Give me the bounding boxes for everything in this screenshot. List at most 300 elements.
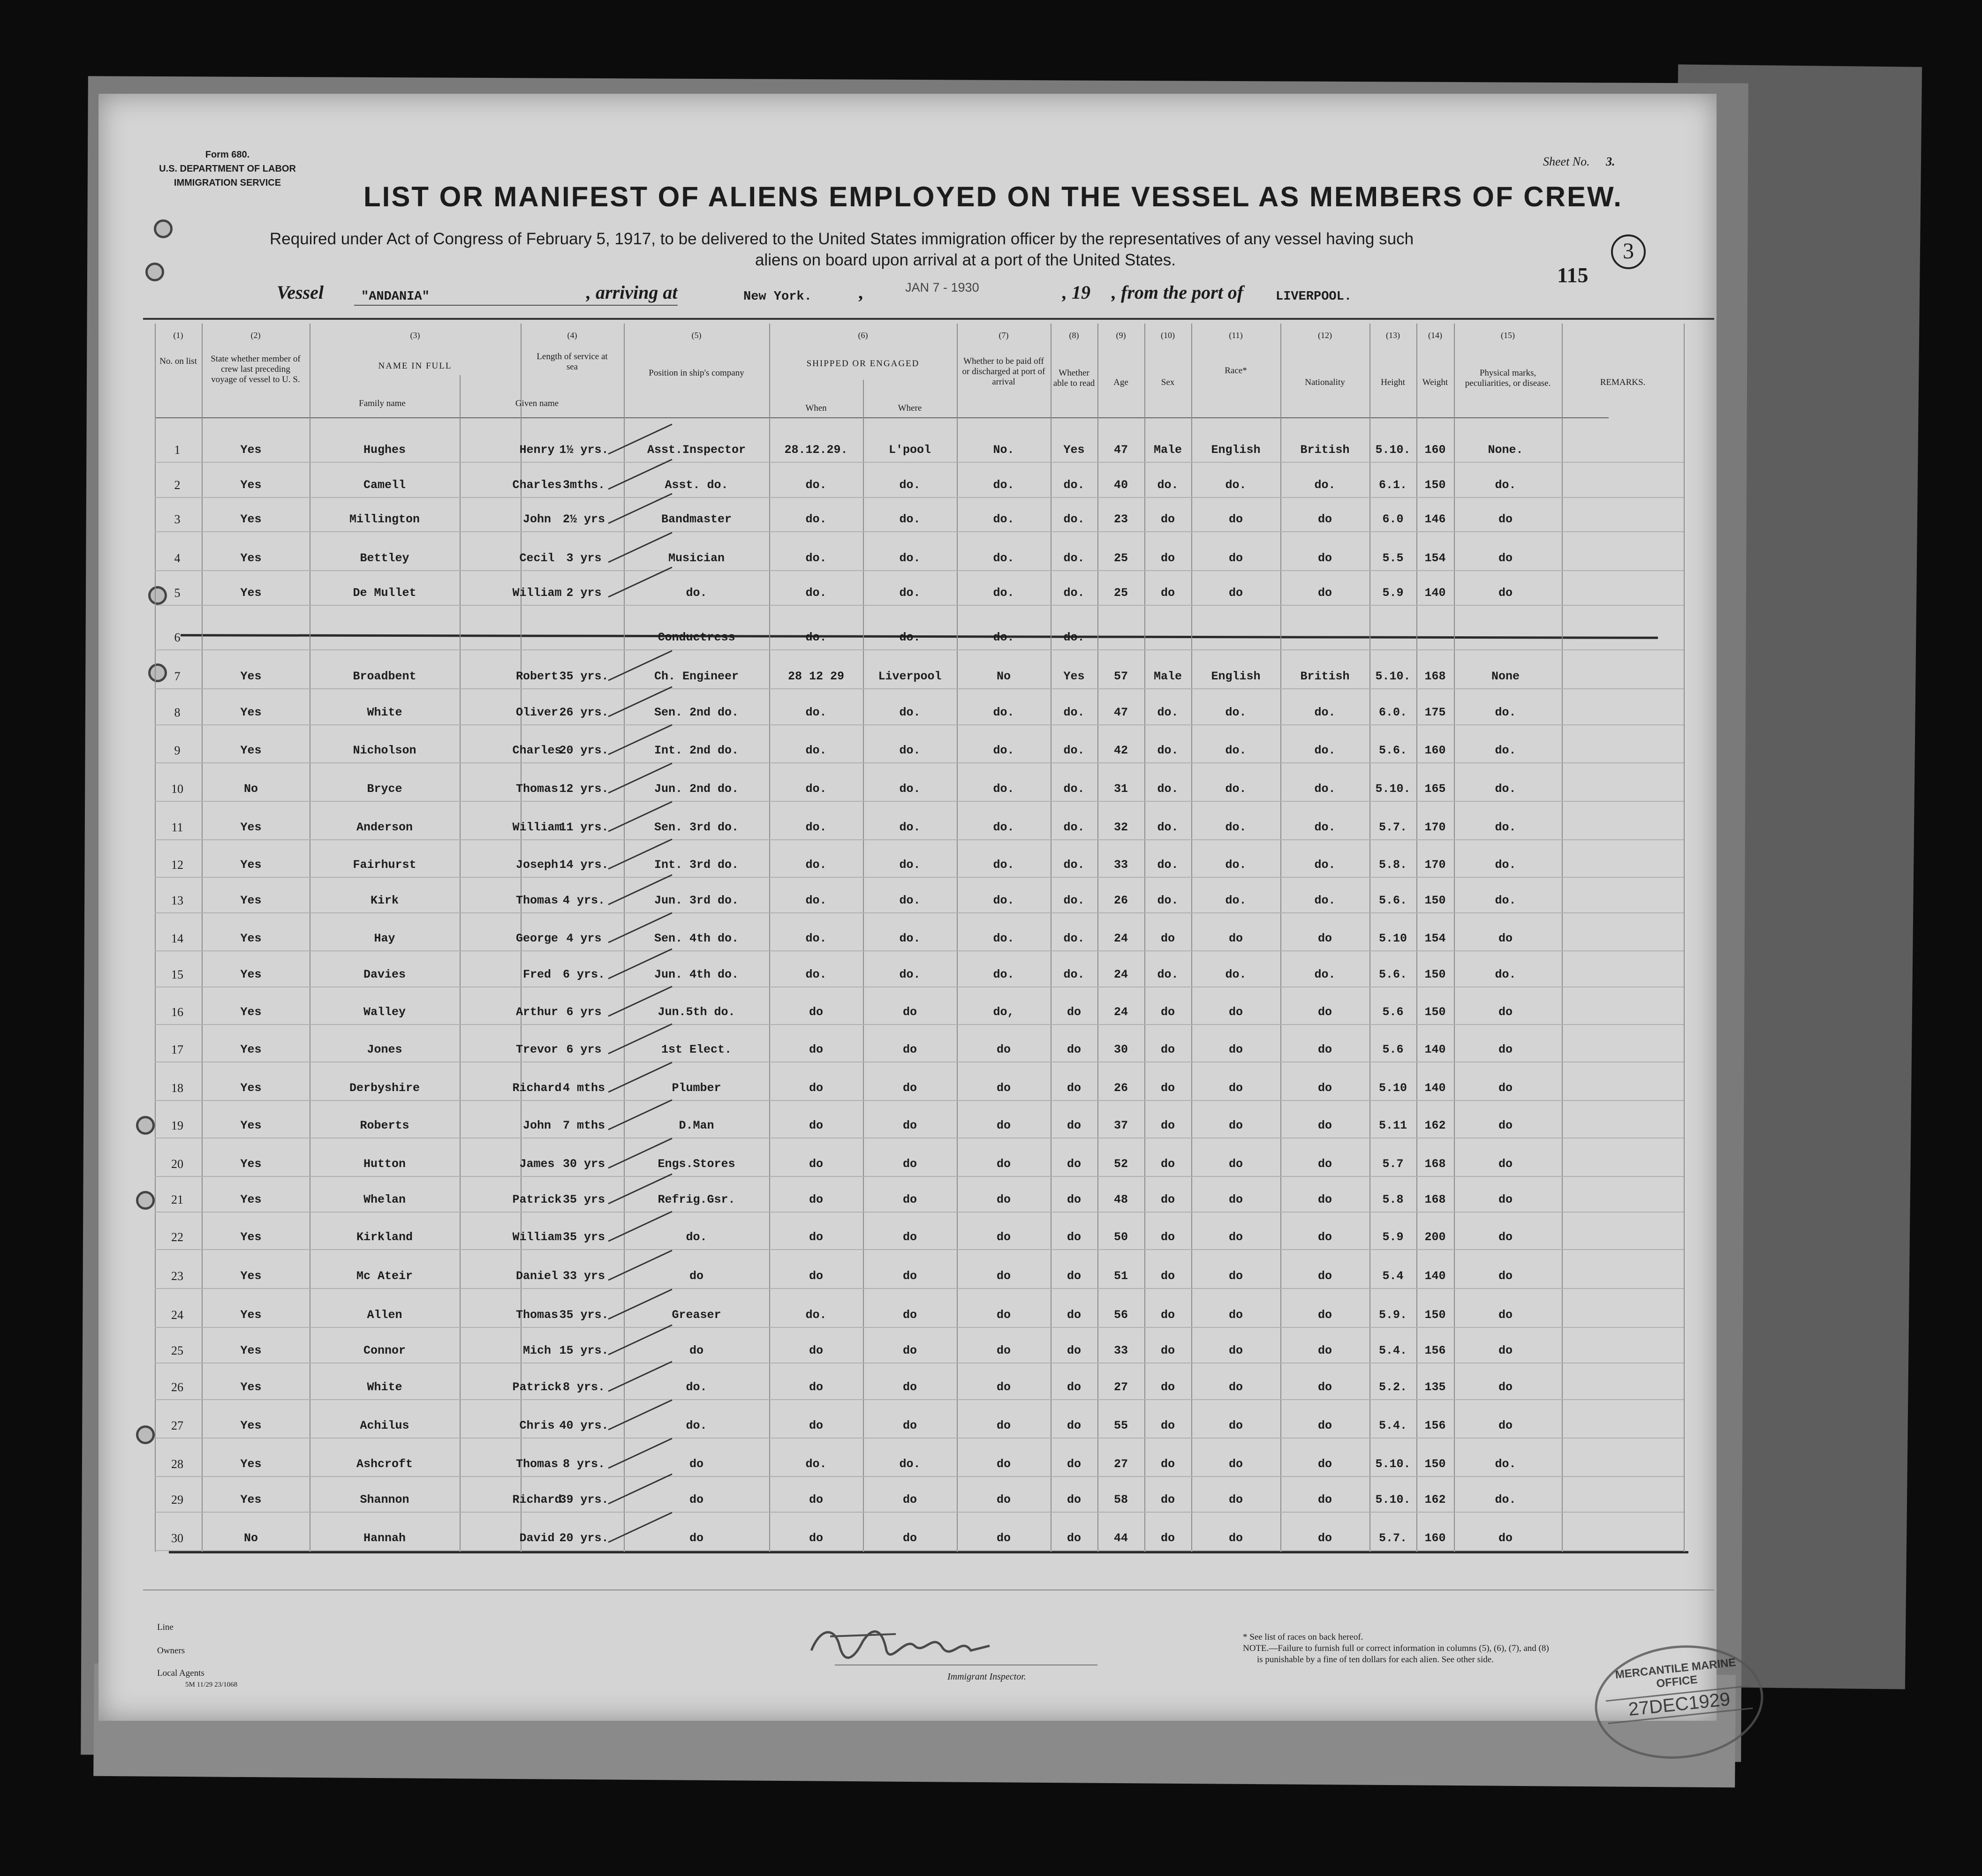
cell-prev: Yes [240, 1005, 262, 1019]
row-number: 22 [171, 1230, 183, 1244]
cell-race: do. [1225, 782, 1247, 796]
cell-when: do. [805, 478, 827, 492]
cell-race: do [1228, 932, 1243, 945]
cell-where: do [902, 1531, 917, 1545]
cell-nat: do [1317, 1344, 1332, 1357]
row-number: 11 [171, 821, 183, 834]
cell-when: do. [805, 894, 827, 907]
cell-nat: do [1317, 1043, 1332, 1056]
cell-when: do [809, 1230, 824, 1244]
cell-when: do. [805, 858, 827, 872]
cell-age: 32 [1113, 821, 1128, 834]
subcolumn-header-family: Family name [359, 399, 406, 408]
cell-prev: No [243, 1531, 258, 1545]
sheet-value: 3. [1606, 155, 1615, 168]
cell-family: Davies [363, 968, 406, 981]
cell-where: do. [899, 858, 921, 872]
sheet-number [1543, 155, 1615, 169]
cell-where: do. [899, 706, 921, 719]
cell-sex: do. [1157, 744, 1179, 757]
cell-sex: do. [1157, 858, 1179, 872]
cell-service: 20 yrs. [559, 1531, 609, 1545]
cell-given: Thomas [515, 1308, 559, 1322]
cell-marks: do [1498, 1193, 1513, 1206]
row-number: 9 [174, 744, 181, 757]
cell-family: De Mullet [353, 586, 416, 600]
cell-where: do [902, 1230, 917, 1244]
cell-service: 8 yrs. [562, 1380, 605, 1394]
cell-position: Plumber [672, 1081, 721, 1095]
cell-age: 44 [1113, 1531, 1128, 1545]
cell-position: Asst. do. [665, 478, 728, 492]
column-header: State whether member of crew last preceding voyage of vessel to U. S. [211, 354, 301, 384]
table-top-rule [143, 318, 1714, 320]
row-number: 10 [171, 782, 183, 796]
line-label: Line [157, 1622, 174, 1632]
column-header: Nationality [1305, 377, 1345, 387]
row-number: 21 [171, 1193, 183, 1206]
cell-position: Jun. 2nd do. [654, 782, 739, 796]
cell-where: do. [899, 551, 921, 565]
cell-service: 6 yrs [566, 1043, 602, 1056]
cell-sex: do. [1157, 968, 1179, 981]
column-number: (11) [1229, 331, 1243, 340]
cell-given: Thomas [515, 1457, 559, 1471]
cell-race: do [1228, 586, 1243, 600]
cell-paid: No. [993, 443, 1014, 457]
cell-age: 24 [1113, 968, 1128, 981]
cell-marks: do [1498, 1344, 1513, 1357]
row-number: 7 [174, 670, 181, 683]
cell-when: do. [805, 968, 827, 981]
cell-height: 5.4. [1378, 1344, 1407, 1357]
row-rule [155, 649, 1684, 650]
cell-weight: 162 [1424, 1493, 1446, 1507]
cell-race: do [1228, 1005, 1243, 1019]
cell-family: Bettley [360, 551, 409, 565]
cell-marks: do [1498, 1081, 1513, 1095]
cell-race: do [1228, 1531, 1243, 1545]
cell-where: do. [899, 512, 921, 526]
note-penalty: NOTE.—Failure to furnish full or correct information in columns (5), (6), (7), and (8) [1243, 1643, 1549, 1653]
field-rule [354, 305, 678, 306]
cell-sex: do. [1157, 821, 1179, 834]
cell-height: 5.6 [1382, 1005, 1404, 1019]
cell-given: William [512, 821, 562, 834]
cell-family: Jones [367, 1043, 402, 1056]
cell-weight: 160 [1424, 744, 1446, 757]
cell-where: do [902, 1193, 917, 1206]
row-number: 6 [174, 631, 181, 644]
cell-prev: Yes [240, 894, 262, 907]
cell-race: do [1228, 1457, 1243, 1471]
cell-weight: 140 [1424, 1043, 1446, 1056]
row-rule [155, 724, 1684, 725]
row-rule [155, 1024, 1684, 1025]
cell-nat: do [1317, 1269, 1332, 1283]
cell-height: 5.7. [1378, 821, 1407, 834]
cell-given: Daniel [515, 1269, 559, 1283]
cell-height: 5.4. [1378, 1419, 1407, 1432]
cell-prev: Yes [240, 1119, 262, 1132]
cell-nat: do [1317, 551, 1332, 565]
row-number: 24 [171, 1308, 183, 1322]
subtitle-line-1: Required under Act of Congress of February 5, 1917, to be delivered to the United States immigration officer by the representatives of any vessel having such [270, 230, 1414, 248]
cell-when: do [809, 1081, 824, 1095]
column-header: No. on list [159, 356, 197, 366]
cell-sex: Male [1153, 670, 1182, 683]
cell-nat: do [1317, 932, 1332, 945]
cell-prev: Yes [240, 1493, 262, 1507]
row-rule [155, 1249, 1684, 1250]
cell-sex: do [1160, 512, 1175, 526]
cell-paid: do [996, 1308, 1011, 1322]
column-header: SHIPPED OR ENGAGED [806, 359, 920, 369]
cell-nat: do [1317, 1380, 1332, 1394]
cell-family: Nicholson [353, 744, 416, 757]
cell-weight: 150 [1424, 968, 1446, 981]
cell-read: do [1067, 1380, 1082, 1394]
row-number: 20 [171, 1157, 183, 1171]
cell-service: 26 yrs. [559, 706, 609, 719]
cell-where: L'pool [888, 443, 931, 457]
cell-height: 5.10. [1375, 1457, 1411, 1471]
cell-weight: 150 [1424, 1457, 1446, 1471]
cell-race: do [1228, 1493, 1243, 1507]
row-number: 19 [171, 1119, 183, 1132]
cell-where: do [902, 1119, 917, 1132]
cell-read: do [1067, 1308, 1082, 1322]
column-divider [769, 324, 770, 1552]
cell-sex: do. [1157, 478, 1179, 492]
cell-when: do. [805, 631, 827, 644]
cell-family: White [367, 706, 402, 719]
row-number: 18 [171, 1081, 183, 1095]
column-header: Height [1381, 377, 1405, 387]
cell-sex: do [1160, 1119, 1175, 1132]
cell-height: 5.10 [1378, 932, 1407, 945]
cell-read: do [1067, 1043, 1082, 1056]
service: IMMIGRATION SERVICE [174, 178, 281, 188]
cell-family: Camell [363, 478, 406, 492]
cell-marks: do [1498, 1005, 1513, 1019]
cell-nat: do [1317, 1193, 1332, 1206]
cell-when: 28 12 29 [787, 670, 845, 683]
cell-family: Achilus [360, 1419, 409, 1432]
cell-position: do [689, 1269, 704, 1283]
row-rule [155, 877, 1684, 878]
cell-age: 48 [1113, 1193, 1128, 1206]
cell-read: do [1067, 1005, 1082, 1019]
row-number: 16 [171, 1005, 183, 1019]
cell-weight: 140 [1424, 586, 1446, 600]
row-rule [155, 1288, 1684, 1289]
cell-service: 39 yrs. [559, 1493, 609, 1507]
cell-given: George [515, 932, 559, 945]
cell-paid: do [996, 1269, 1011, 1283]
cell-age: 33 [1113, 1344, 1128, 1357]
cell-marks: None [1491, 670, 1520, 683]
cell-sex: do [1160, 1269, 1175, 1283]
page-title: LIST OR MANIFEST OF ALIENS EMPLOYED ON THE VESSEL AS MEMBERS OF CREW. [363, 181, 1623, 212]
cell-race: do [1228, 551, 1243, 565]
cell-service: 3 yrs [566, 551, 602, 565]
cell-position: Engs.Stores [658, 1157, 735, 1171]
cell-read: do [1067, 1081, 1082, 1095]
cell-weight: 154 [1424, 932, 1446, 945]
cell-family: Hay [374, 932, 395, 945]
cell-position: do. [686, 586, 707, 600]
cell-sex: do [1160, 1308, 1175, 1322]
cell-position: D.Man [679, 1119, 714, 1132]
cell-age: 52 [1113, 1157, 1128, 1171]
cell-nat: do [1317, 1005, 1332, 1019]
cell-age: 24 [1113, 932, 1128, 945]
cell-height: 5.9 [1382, 586, 1404, 600]
cell-when: do [809, 1043, 824, 1056]
cell-paid: do [996, 1230, 1011, 1244]
cell-height: 5.5 [1382, 551, 1404, 565]
cell-sex: do. [1157, 706, 1179, 719]
cell-family: Hutton [363, 1157, 406, 1171]
cell-paid: do [996, 1344, 1011, 1357]
cell-marks: do [1498, 512, 1513, 526]
cell-age: 25 [1113, 586, 1128, 600]
cell-sex: do [1160, 1493, 1175, 1507]
row-rule [155, 1327, 1684, 1328]
column-header: Length of service at sea [537, 352, 608, 372]
cell-position: do [689, 1493, 704, 1507]
cell-read: do. [1063, 631, 1085, 644]
row-number: 17 [171, 1043, 183, 1056]
cell-nat: do [1317, 1457, 1332, 1471]
cell-prev: Yes [240, 1419, 262, 1432]
cell-family: Hughes [363, 443, 406, 457]
column-header: Race* [1225, 366, 1247, 376]
column-number: (14) [1428, 331, 1442, 340]
cell-marks: do. [1495, 894, 1516, 907]
column-header: Sex [1161, 377, 1175, 387]
cell-paid: do [996, 1157, 1011, 1171]
cell-height: 5.4 [1382, 1269, 1404, 1283]
cell-read: do. [1063, 706, 1085, 719]
column-number: (9) [1116, 331, 1126, 340]
cell-read: Yes [1063, 670, 1085, 683]
cell-where: do. [899, 586, 921, 600]
department: U.S. DEPARTMENT OF LABOR [159, 164, 296, 174]
cell-weight: 165 [1424, 782, 1446, 796]
row-number: 14 [171, 932, 183, 945]
cell-when: do. [805, 551, 827, 565]
cell-marks: do. [1495, 478, 1516, 492]
column-number: (4) [567, 331, 577, 340]
vessel-name: "ANDANIA" [361, 290, 430, 304]
column-number: (1) [173, 331, 183, 340]
manifest-page [98, 94, 1737, 1721]
cell-sex: do [1160, 1043, 1175, 1056]
cell-family: Fairhurst [353, 858, 416, 872]
cell-prev: Yes [240, 1230, 262, 1244]
cell-prev: Yes [240, 443, 262, 457]
cell-position: Sen. 3rd do. [654, 821, 739, 834]
cell-age: 51 [1113, 1269, 1128, 1283]
cell-height: 6.0 [1382, 512, 1404, 526]
row-number: 13 [171, 894, 183, 907]
cell-race: do. [1225, 478, 1247, 492]
cell-race: do. [1225, 968, 1247, 981]
column-divider [1562, 324, 1563, 1552]
cell-sex: do. [1157, 782, 1179, 796]
cell-nat: do. [1314, 968, 1336, 981]
cell-family: Mc Ateir [356, 1269, 413, 1283]
cell-where: do. [899, 744, 921, 757]
cell-service: 30 yrs [562, 1157, 605, 1171]
cell-read: do. [1063, 821, 1085, 834]
cell-race: do [1228, 1119, 1243, 1132]
column-divider [1684, 324, 1685, 1552]
cell-prev: Yes [240, 1344, 262, 1357]
row-rule [155, 531, 1684, 532]
cell-family: Shannon [360, 1493, 409, 1507]
cell-paid: do [996, 1081, 1011, 1095]
cell-read: do. [1063, 858, 1085, 872]
cell-weight: 170 [1424, 858, 1446, 872]
row-rule [155, 1512, 1684, 1513]
cell-marks: do. [1495, 968, 1516, 981]
cell-where: do. [899, 894, 921, 907]
cell-age: 26 [1113, 1081, 1128, 1095]
cell-weight: 168 [1424, 1157, 1446, 1171]
cell-service: 35 yrs [562, 1193, 605, 1206]
row-rule [155, 1399, 1684, 1400]
cell-weight: 140 [1424, 1081, 1446, 1095]
cell-paid: do [996, 1457, 1011, 1471]
form-header [150, 148, 305, 190]
agents-label: Local Agents [157, 1668, 204, 1678]
cell-read: do [1067, 1493, 1082, 1507]
cell-service: 4 yrs [566, 932, 602, 945]
cell-when: do. [805, 744, 827, 757]
cell-race: do [1228, 1269, 1243, 1283]
page-number: 115 [1557, 263, 1589, 287]
cell-service: 3mths. [562, 478, 605, 492]
cell-position: Jun. 4th do. [654, 968, 739, 981]
column-number: (5) [691, 331, 702, 340]
column-number: (2) [250, 331, 261, 340]
cell-position: Musician [668, 551, 725, 565]
cell-age: 42 [1113, 744, 1128, 757]
cell-position: do. [686, 1419, 707, 1432]
cell-marks: do [1498, 932, 1513, 945]
cell-marks: do [1498, 1230, 1513, 1244]
cell-marks: do [1498, 1043, 1513, 1056]
cell-marks: do. [1495, 1493, 1516, 1507]
cell-nat: do [1317, 1119, 1332, 1132]
cell-height: 5.6. [1378, 744, 1407, 757]
cell-height: 5.6 [1382, 1043, 1404, 1056]
cell-read: do [1067, 1344, 1082, 1357]
cell-family: Hannah [363, 1531, 406, 1545]
cell-where: do [902, 1493, 917, 1507]
cell-paid: do. [993, 894, 1014, 907]
cell-prev: Yes [240, 1269, 262, 1283]
cell-prev: Yes [240, 1380, 262, 1394]
year-label: , 19 [1062, 282, 1090, 303]
cell-given: Joseph [515, 858, 559, 872]
cell-service: 2 yrs [566, 586, 602, 600]
column-header: Weight [1422, 377, 1448, 387]
cell-weight: 160 [1424, 1531, 1446, 1545]
column-divider [1144, 324, 1145, 1552]
cell-read: do. [1063, 782, 1085, 796]
cell-nat: do. [1314, 706, 1336, 719]
cell-nat: do [1317, 1419, 1332, 1432]
row-rule [155, 605, 1684, 606]
cell-family: Kirk [370, 894, 399, 907]
cell-paid: do [996, 1419, 1011, 1432]
cell-race: do [1228, 1193, 1243, 1206]
cell-paid: do. [993, 858, 1014, 872]
column-divider [1369, 324, 1370, 1552]
cell-prev: Yes [240, 512, 262, 526]
cell-race: do. [1225, 821, 1247, 834]
circled-number: 3 [1611, 234, 1646, 269]
cell-position: do. [686, 1380, 707, 1394]
cell-height: 5.10. [1375, 443, 1411, 457]
cell-where: do [902, 1005, 917, 1019]
cell-prev: Yes [240, 1043, 262, 1056]
row-rule [155, 1438, 1684, 1439]
cell-sex: do [1160, 1344, 1175, 1357]
cell-nat: do. [1314, 821, 1336, 834]
cell-prev: Yes [240, 1157, 262, 1171]
arrival-port: New York. [743, 290, 812, 304]
cell-family: Ashcroft [356, 1457, 413, 1471]
column-number: (7) [999, 331, 1009, 340]
cell-position: Sen. 4th do. [654, 932, 739, 945]
cell-read: do [1067, 1157, 1082, 1171]
footer-notes [1243, 1632, 1665, 1665]
cell-paid: do. [993, 586, 1014, 600]
cell-given: Chris [519, 1419, 555, 1432]
cell-where: do. [899, 968, 921, 981]
cell-age: 57 [1113, 670, 1128, 683]
cell-read: do. [1063, 968, 1085, 981]
cell-nat: do. [1314, 744, 1336, 757]
cell-age: 37 [1113, 1119, 1128, 1132]
cell-height: 5.10 [1378, 1081, 1407, 1095]
cell-race: do. [1225, 744, 1247, 757]
column-number: (15) [1501, 331, 1515, 340]
cell-age: 58 [1113, 1493, 1128, 1507]
cell-age: 47 [1113, 443, 1128, 457]
cell-when: do [809, 1380, 824, 1394]
inspector-label: Immigrant Inspector. [947, 1672, 1026, 1682]
cell-given: David [519, 1531, 555, 1545]
cell-where: do [902, 1308, 917, 1322]
cell-when: do [809, 1157, 824, 1171]
cell-when: do [809, 1493, 824, 1507]
cell-marks: do [1498, 586, 1513, 600]
cell-weight: 140 [1424, 1269, 1446, 1283]
row-rule [155, 688, 1684, 689]
cell-age: 40 [1113, 478, 1128, 492]
cell-family: White [367, 1380, 402, 1394]
cell-when: do. [805, 586, 827, 600]
note-races: * See list of races on back hereof. [1243, 1632, 1363, 1642]
cell-age: 50 [1113, 1230, 1128, 1244]
cell-weight: 150 [1424, 478, 1446, 492]
